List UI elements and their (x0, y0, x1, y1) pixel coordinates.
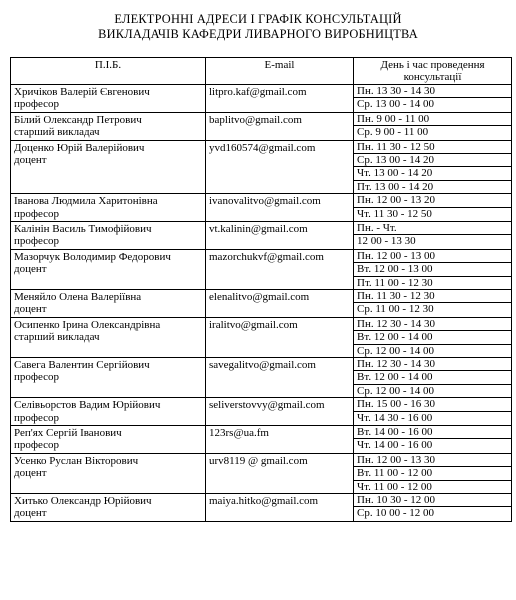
teacher-email-link[interactable]: yvd160574@gmail.com (209, 141, 316, 154)
schedule-slot: Вт. 11 00 - 12 00 (354, 467, 511, 480)
teacher-email-link[interactable]: 123rs@ua.fm (209, 426, 269, 439)
teacher-cell (11, 425, 206, 453)
document-title (0, 12, 516, 42)
schedule-slot: Пн. 11 30 - 12 50 (354, 141, 511, 154)
teacher-position: доцент (14, 154, 47, 167)
teacher-email-link[interactable]: litpro.kaf@gmail.com (209, 86, 307, 98)
schedule-slot: Ср. 12 00 - 14 00 (357, 344, 434, 357)
teacher-cell (11, 140, 206, 194)
schedule-cell (354, 140, 512, 194)
teacher-position: професор (14, 98, 60, 111)
header-schedule: День і час проведення консультації (354, 58, 512, 85)
schedule-slot: Вт. 12 00 - 14 00 (354, 331, 511, 344)
email-cell (206, 289, 354, 317)
teacher-position: доцент (14, 507, 47, 520)
email-cell (206, 194, 354, 222)
teacher-email-link[interactable]: maiya.hitko@gmail.com (209, 494, 319, 507)
teacher-position: доцент (14, 303, 47, 316)
table-row (11, 85, 512, 113)
header-name: П.І.Б. (11, 58, 206, 85)
teacher-name: Хитько Олександр Юрійович (14, 494, 152, 507)
teacher-email-link[interactable]: vt.kalinin@gmail.com (209, 223, 308, 235)
schedule-cell (354, 357, 512, 397)
teacher-position: професор (14, 235, 60, 248)
schedule-cell (354, 85, 512, 113)
schedule-slot: Вт. 12 00 - 13 00 (354, 263, 511, 276)
title-line-1: ЕЛЕКТРОННІ АДРЕСИ І ГРАФІК КОНСУЛЬТАЦІЙ (114, 12, 402, 26)
schedule-slot: Ср. 9 00 - 11 00 (357, 126, 429, 139)
teacher-email-link[interactable]: mazorchukvf@gmail.com (209, 250, 324, 263)
email-cell (206, 425, 354, 453)
schedule-slot: Пн. 12 00 - 13 30 (354, 454, 511, 467)
email-cell (206, 357, 354, 397)
consultation-table (10, 57, 512, 522)
teacher-name: Доценко Юрій Валерійович (14, 141, 145, 154)
schedule-cell (354, 112, 512, 140)
teacher-position: професор (14, 411, 60, 424)
teacher-email-link[interactable]: seliverstovvy@gmail.com (209, 399, 325, 412)
email-cell (206, 85, 354, 113)
schedule-slot: Чт. 13 00 - 14 20 (354, 167, 511, 180)
schedule-slot: Чт. 14 30 - 16 00 (357, 411, 433, 424)
teacher-cell (11, 289, 206, 317)
schedule-slot: Пт. 11 00 - 12 30 (357, 276, 433, 289)
schedule-slot: Чт. 11 30 - 12 50 (357, 207, 432, 220)
teacher-name: Білий Олександр Петрович (14, 113, 142, 126)
schedule-slot: Чт. 14 00 - 16 00 (357, 439, 433, 452)
title-line-2: ВИКЛАДАЧІВ КАФЕДРИ ЛИВАРНОГО ВИРОБНИЦТВА (98, 27, 418, 41)
table-row (11, 289, 512, 317)
teacher-email-link[interactable]: ivanovalitvo@gmail.com (209, 195, 321, 208)
schedule-slot: Ср. 10 00 - 12 00 (357, 507, 434, 520)
schedule-slot: Пн. 10 30 - 12 00 (354, 494, 511, 507)
schedule-slot: Пн. 12 30 - 14 30 (354, 358, 511, 371)
table-row (11, 317, 512, 357)
teacher-position: професор (14, 439, 60, 452)
email-cell (206, 493, 354, 521)
teacher-name: Мазорчук Володимир Федорович (14, 250, 171, 263)
schedule-slot: Вт. 14 00 - 16 00 (354, 426, 511, 439)
teacher-cell (11, 112, 206, 140)
schedule-slot: Пн. 15 00 - 16 30 (354, 398, 511, 411)
teacher-cell (11, 222, 206, 250)
schedule-slot: Ср. 11 00 - 12 30 (357, 303, 434, 316)
schedule-cell (354, 493, 512, 521)
teacher-email-link[interactable]: baplitvo@gmail.com (209, 113, 302, 126)
email-cell (206, 398, 354, 426)
schedule-slot: 12 00 - 13 30 (357, 235, 416, 248)
table-row (11, 140, 512, 194)
teacher-cell (11, 493, 206, 521)
schedule-slot: Пн. 12 00 - 13 00 (354, 250, 511, 263)
teacher-position: старший викладач (14, 331, 100, 344)
teacher-position: професор (14, 207, 60, 220)
schedule-cell (354, 222, 512, 250)
email-cell (206, 222, 354, 250)
teacher-name: Селівьорстов Вадим Юрійович (14, 399, 161, 412)
teacher-position: доцент (14, 263, 47, 276)
teacher-email-link[interactable]: savegalitvo@gmail.com (209, 358, 316, 371)
teacher-position: старший викладач (14, 126, 100, 139)
email-cell (206, 249, 354, 289)
teacher-cell (11, 357, 206, 397)
email-cell (206, 112, 354, 140)
schedule-cell (354, 289, 512, 317)
teacher-cell (11, 398, 206, 426)
schedule-slot: Пт. 13 00 - 14 20 (357, 180, 434, 193)
teacher-position: доцент (14, 467, 47, 480)
email-cell (206, 140, 354, 194)
teacher-cell (11, 453, 206, 493)
schedule-cell (354, 249, 512, 289)
teacher-name: Калінін Василь Тимофійович (14, 223, 152, 235)
teacher-name: Реп'ях Сергій Іванович (14, 426, 122, 439)
schedule-slot: Ср. 13 00 - 14 20 (354, 154, 511, 167)
table-row (11, 222, 512, 250)
schedule-cell (354, 425, 512, 453)
schedule-cell (354, 398, 512, 426)
teacher-name: Савега Валентин Сергійович (14, 358, 150, 371)
email-cell (206, 453, 354, 493)
teacher-cell (11, 194, 206, 222)
table-row (11, 453, 512, 493)
header-email: E-mail (206, 58, 354, 85)
schedule-slot: Пн. 11 30 - 12 30 (354, 290, 511, 303)
teacher-email-link[interactable]: urv8119 @ gmail.com (209, 454, 308, 467)
schedule-slot: Пн. 13 30 - 14 30 (354, 85, 511, 98)
table-row (11, 357, 512, 397)
table-row (11, 249, 512, 289)
schedule-slot: Пн. 9 00 - 11 00 (354, 113, 511, 126)
schedule-slot: Пн. 12 00 - 13 20 (354, 194, 511, 207)
schedule-cell (354, 453, 512, 493)
teacher-name: Хричіков Валерій Євгенович (14, 86, 150, 98)
teacher-name: Усенко Руслан Вікторович (14, 454, 139, 467)
schedule-cell (354, 194, 512, 222)
schedule-slot: Пн. - Чт. (354, 222, 511, 235)
schedule-slot: Чт. 11 00 - 12 00 (357, 480, 432, 493)
schedule-slot: Ср. 12 00 - 14 00 (357, 384, 434, 397)
teacher-position: професор (14, 371, 60, 384)
schedule-slot: Ср. 13 00 - 14 00 (357, 98, 434, 111)
table-row (11, 493, 512, 521)
table-row (11, 112, 512, 140)
teacher-email-link[interactable]: elenalitvo@gmail.com (209, 290, 310, 303)
table-row (11, 425, 512, 453)
teacher-name: Іванова Людмила Харитонівна (14, 195, 158, 208)
email-cell (206, 317, 354, 357)
schedule-slot: Вт. 12 00 - 14 00 (354, 371, 511, 384)
teacher-email-link[interactable]: iralitvo@gmail.com (209, 318, 298, 331)
schedule-cell (354, 317, 512, 357)
teacher-name: Осипенко Ірина Олександрівна (14, 318, 161, 331)
teacher-name: Меняйло Олена Валеріївна (14, 290, 142, 303)
schedule-slot: Пн. 12 30 - 14 30 (354, 318, 511, 331)
table-row (11, 398, 512, 426)
teacher-cell (11, 249, 206, 289)
table-row (11, 194, 512, 222)
table-header-row (11, 58, 512, 85)
teacher-cell (11, 85, 206, 113)
teacher-cell (11, 317, 206, 357)
